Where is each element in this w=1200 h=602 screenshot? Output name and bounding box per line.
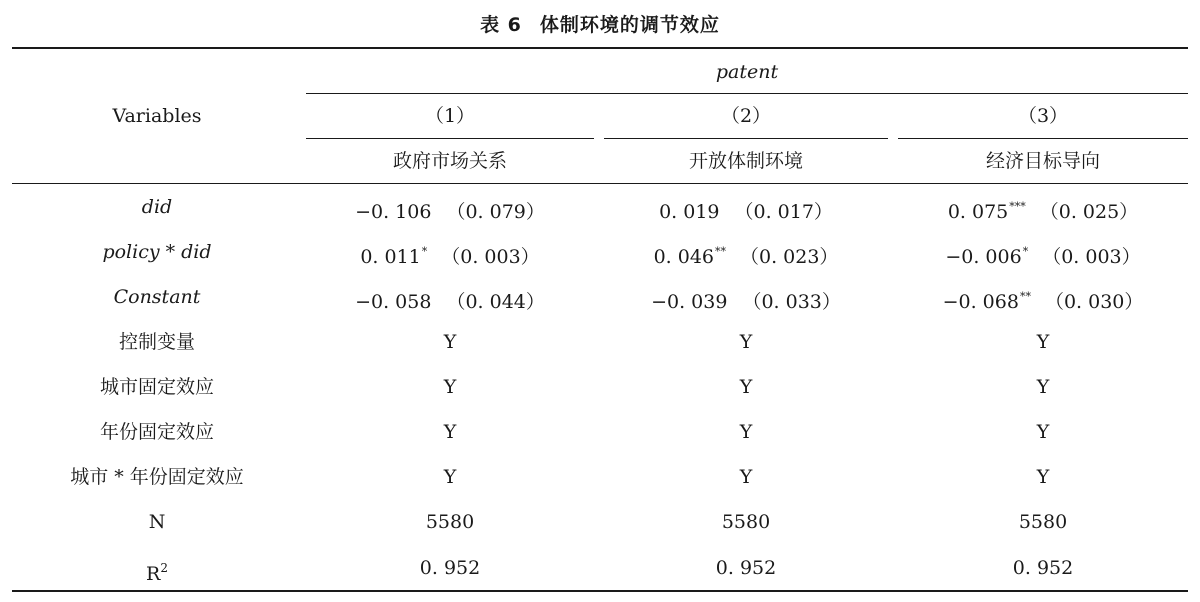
std-error: （0. 003）	[1042, 246, 1141, 268]
table-cell	[898, 195, 1188, 224]
coef: 0. 075	[947, 201, 1009, 223]
row-label-n: N	[148, 511, 166, 533]
table-title: 体制环境的调节效应	[539, 14, 720, 36]
std-error: （0. 025）	[1039, 201, 1139, 223]
bottom-rule	[12, 590, 1188, 592]
col3-underline	[898, 138, 1188, 139]
row-label-did: did	[141, 196, 173, 218]
coef: −0. 068	[942, 291, 1019, 313]
table-cell: Y	[1036, 331, 1050, 353]
table-cell: 0. 952	[419, 557, 481, 579]
significance-stars: *	[1022, 245, 1029, 258]
table-cell: 0. 952	[1012, 557, 1074, 579]
std-error: （0. 023）	[740, 246, 839, 268]
table-cell: Y	[443, 421, 457, 443]
table-cell: Y	[443, 331, 457, 353]
row-label-controls: 控制变量	[118, 331, 195, 353]
coef: 0. 019	[659, 201, 720, 223]
row-label-constant: Constant	[113, 286, 201, 308]
table-cell: 5580	[721, 511, 771, 533]
coef: −0. 106	[355, 201, 432, 223]
col1-name: 政府市场关系	[392, 150, 507, 172]
table-caption	[0, 10, 1200, 37]
significance-stars: ***	[1009, 200, 1026, 213]
dependent-var-header: patent	[715, 61, 779, 83]
r2-base: R	[146, 563, 161, 585]
patent-underline	[306, 93, 1188, 94]
table-cell	[604, 195, 888, 224]
col1-index: （1）	[424, 105, 476, 127]
row-label-year-fe: 年份固定效应	[99, 421, 214, 443]
std-error: （0. 017）	[734, 201, 833, 223]
header-rule	[12, 183, 1188, 184]
table-cell	[898, 240, 1188, 269]
coef: 0. 046	[653, 246, 714, 268]
table-cell: Y	[443, 376, 457, 398]
table-cell	[306, 195, 594, 224]
table-cell: 0. 952	[715, 557, 777, 579]
row-label-city-fe: 城市固定效应	[99, 376, 214, 398]
table-cell	[306, 240, 594, 269]
table-cell: Y	[739, 421, 753, 443]
row-label-r2	[12, 556, 302, 586]
table-cell: Y	[1036, 466, 1050, 488]
col3-name: 经济目标导向	[985, 150, 1100, 172]
table-cell: Y	[739, 331, 753, 353]
r2-exponent: 2	[160, 561, 168, 575]
table-cell: Y	[739, 376, 753, 398]
row-label-city-year-fe: 城市 * 年份固定效应	[70, 466, 244, 488]
std-error: （0. 003）	[441, 246, 540, 268]
coef: 0. 011	[360, 246, 421, 268]
table-number: 表 6	[480, 14, 522, 36]
std-error: （0. 044）	[446, 291, 545, 313]
table-cell: Y	[739, 466, 753, 488]
significance-stars: **	[1019, 290, 1031, 303]
table-cell	[898, 285, 1188, 314]
col2-name: 开放体制环境	[688, 150, 803, 172]
table-cell: Y	[443, 466, 457, 488]
std-error: （0. 030）	[1044, 291, 1144, 313]
table-cell: 5580	[425, 511, 475, 533]
significance-stars: *	[421, 245, 428, 258]
coef: −0. 006	[945, 246, 1022, 268]
table-cell	[306, 285, 594, 314]
table-cell: Y	[1036, 376, 1050, 398]
coef: −0. 058	[355, 291, 432, 313]
row-label-policy-did: policy * did	[102, 241, 212, 263]
coef: −0. 039	[651, 291, 728, 313]
table-cell	[604, 240, 888, 269]
table-cell: Y	[1036, 421, 1050, 443]
col2-index: （2）	[720, 105, 772, 127]
col2-underline	[604, 138, 888, 139]
significance-stars: **	[715, 245, 726, 258]
table-cell: 5580	[1018, 511, 1068, 533]
col1-underline	[306, 138, 594, 139]
std-error: （0. 079）	[446, 201, 545, 223]
col3-index: （3）	[1017, 105, 1069, 127]
table-cell	[604, 285, 888, 314]
top-rule	[12, 47, 1188, 49]
variables-header: Variables	[112, 105, 202, 127]
std-error: （0. 033）	[742, 291, 841, 313]
